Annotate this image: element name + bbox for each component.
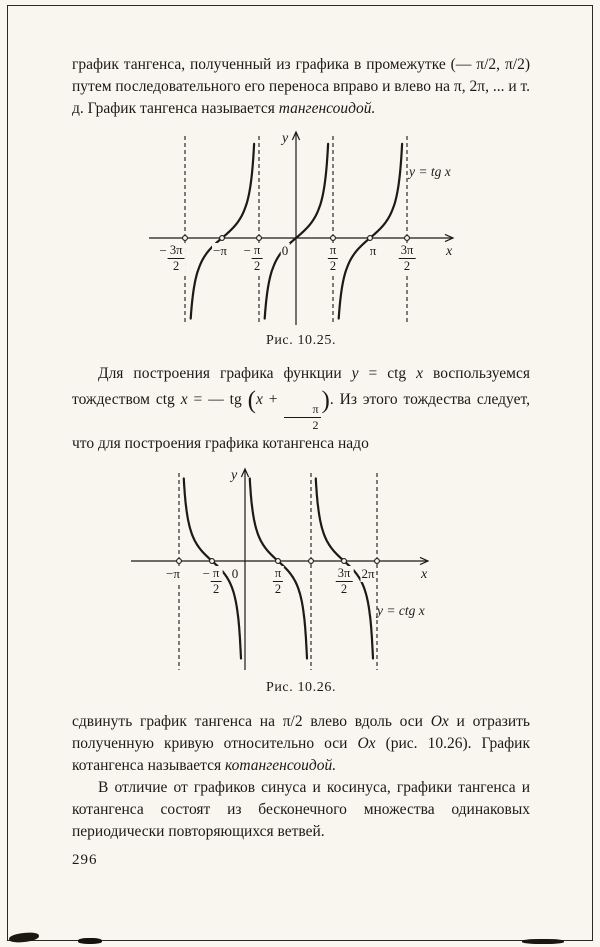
- figure-caption-10-25: Рис. 10.25.: [265, 333, 337, 348]
- axis-tick-label: 3π 2: [398, 243, 417, 274]
- axis-tick-label: − $\frac{3\pi}{2}$: [159, 243, 186, 274]
- text-run: x: [416, 365, 424, 382]
- curve-label: y = ctg x: [377, 603, 425, 619]
- axis-tick-label: −π: [166, 566, 180, 582]
- axis-tick-label: 3π 2: [335, 566, 354, 597]
- text-run: x: [180, 391, 188, 408]
- y-axis-label: y: [231, 468, 238, 484]
- text-run: . Из этого тождества следует, что для построения графика котангенса надо: [72, 391, 530, 453]
- text-run: тангенсоидой.: [278, 100, 376, 117]
- tan-curve-branch: [191, 144, 254, 319]
- paragraph-tangent-intro: [72, 54, 530, 120]
- axis-tick-label: − $\frac{\pi}{2}$: [202, 566, 223, 597]
- paragraph-branches-note: [72, 777, 530, 843]
- axis-point: [183, 236, 188, 241]
- y-axis-label: y: [282, 131, 289, 146]
- axis-tick-label: π 2: [272, 566, 284, 597]
- x-axis-label: x: [446, 244, 453, 259]
- curve-label: y = tg x: [409, 164, 451, 179]
- text-run: и отразить полученную кривую относительно оси: [72, 713, 530, 753]
- text-run: = — tg: [187, 391, 248, 408]
- axis-point: [220, 236, 225, 241]
- big-parenthesis: ): [321, 387, 330, 414]
- text-run: (рис. 10.26). График котангенса называется: [72, 735, 530, 775]
- text-run: график тангенса, полученный из графика в промежутке (— π/2, π/2) путем последовательного его переноса вправо и влево на π, 2π, ... и т. д. График тангенса называется: [72, 56, 530, 117]
- text-run: сдвинуть график тангенса на π/2 влево вдоль оси: [72, 713, 431, 731]
- text-run: +: [262, 391, 284, 408]
- page-content: [72, 54, 530, 871]
- text-run: Для построения графика функции: [98, 365, 352, 382]
- tangent-plot-area: [141, 128, 461, 328]
- text-run: Ox: [357, 735, 376, 753]
- axis-tick-label: 2π: [361, 566, 375, 582]
- text-run: x: [255, 391, 263, 408]
- tan-curve-branch: [339, 144, 402, 319]
- axis-point: [368, 236, 373, 241]
- tangent-plot-svg: [141, 128, 461, 328]
- axis-tick-label: 0: [281, 243, 289, 258]
- axis-point: [331, 236, 336, 241]
- paragraph-shift-description: [72, 711, 530, 777]
- figure-tangent-graph: [72, 128, 530, 352]
- text-run: воспользуемся тождеством ctg: [72, 365, 530, 408]
- axis-point: [210, 559, 215, 564]
- axis-point: [309, 559, 314, 564]
- figure-cotangent-graph: [72, 465, 530, 699]
- axis-point: [405, 236, 410, 241]
- text-run: котангенсоидой.: [225, 757, 337, 775]
- axis-point: [257, 236, 262, 241]
- inline-fraction: $\frac{\pi}{2}$: [284, 403, 320, 431]
- cotangent-plot-area: [123, 465, 443, 675]
- axis-point: [375, 559, 380, 564]
- axis-tick-label: −π: [213, 243, 227, 258]
- x-axis-label: x: [421, 567, 428, 583]
- text-run: В отличие от графиков синуса и косинуса, графики тангенса и котангенса состоят из бесконечного множества одинаковых периодически повторяющихся ветвей.: [72, 779, 530, 841]
- figure-caption-10-26: Рис. 10.26.: [265, 680, 337, 696]
- scan-ink-mark: [9, 932, 40, 944]
- paragraph-cotangent-construction: [72, 361, 530, 457]
- axis-point: [342, 559, 347, 564]
- text-run: Ox: [430, 713, 449, 731]
- scan-ink-mark: [522, 939, 564, 944]
- axis-tick-label: π: [369, 243, 377, 258]
- axis-tick-label: 0: [231, 566, 239, 582]
- big-parenthesis: (: [247, 387, 256, 414]
- axis-tick-label: − $\frac{\pi}{2}$: [243, 243, 264, 274]
- text-run: = ctg: [358, 365, 417, 382]
- axis-point: [177, 559, 182, 564]
- axis-point: [276, 559, 281, 564]
- axis-tick-label: π 2: [327, 243, 339, 274]
- scan-ink-mark: [78, 938, 102, 944]
- text-run: y: [351, 365, 359, 382]
- page-number: 296: [72, 852, 98, 869]
